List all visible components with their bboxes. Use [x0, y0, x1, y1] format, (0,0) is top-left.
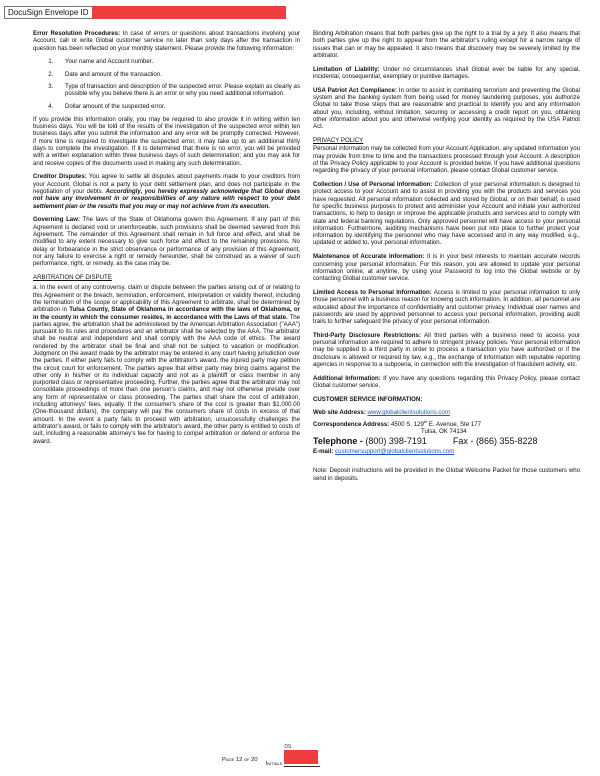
- creditor-disputes-paragraph: [33, 173, 300, 209]
- initials-field: [265, 744, 321, 767]
- liability-heading: Limitation of Liability:: [313, 65, 380, 73]
- telephone-label: Telephone -: [313, 436, 363, 447]
- privacy-text: Personal information may be collected from your Account Application, any updated information you may provide from time to time and the transactions processed through your Account. A description of the Privacy Policy applicable to your Account is provided below. If you have additional questions regarding the privacy of your personal information, please contact Global customer service.: [313, 145, 580, 175]
- phone-line: [313, 436, 580, 447]
- address-label: Correspondence Address:: [313, 420, 390, 428]
- arbitration-text-1: a. In the event of any controversy, claim or dispute between the parties arising out of or relating to this Agreement or the breach, termination, enforcement, interpretation or validity thereof, including the termination of the scope or applicability of this Agreement to arbitrate, shall be determined by arbitration in: [33, 284, 300, 314]
- thirdparty-heading: Third-Party Disclosure Restrictions:: [313, 331, 421, 339]
- error-resolution-paragraph: [33, 30, 300, 52]
- email-link[interactable]: customersupport@globalclientsolutions.com: [335, 448, 455, 456]
- list-item: 3. Type of transaction and description of the suspected error. Please explain as clearly as possible why you believe there is an error or why you need additional information.: [55, 83, 300, 98]
- page-footer: [222, 744, 320, 767]
- arbitration-heading: ARBITRATION OF DISPUTE: [33, 274, 112, 282]
- address-street: 4500 S. 129: [391, 420, 424, 428]
- patriot-text: In order to assist in combating terrorism and preventing the Global system and the banking system from being used for money laundering purposes, you authorize Global to take those steps that are reasonable and practical to identify you and any information about you, including, without limitation, securing or accessing a credit report on you, obtaining other information about you and otherwise verifying your identity as required by the USA Patriot Act.: [313, 86, 580, 131]
- fax-label: Fax -: [452, 436, 474, 447]
- email-label: E-mail:: [313, 448, 334, 456]
- creditor-text: You agree to settle all disputes about payments made to your creditors from your Account. Global is not a party to your debt settlement plan, and does not participate in the negotiation of your debts.: [33, 173, 300, 196]
- fax-value: (866) 355-8228: [475, 436, 538, 447]
- page-number: Page 12 of 20: [222, 756, 258, 763]
- limited-heading: Limited Access to Personal Information:: [313, 288, 432, 296]
- additional-text: If you have any questions regarding this Privacy Policy, please contact Global customer service.: [313, 374, 580, 390]
- initials-redaction: [284, 750, 318, 764]
- address-ordinal: th: [423, 418, 428, 424]
- address-street-rest: E. Avenue, Ste 177: [427, 420, 481, 428]
- list-item: 4. Dollar amount of the suspected error.: [55, 103, 300, 110]
- envelope-label: DocuSign Envelope ID: [4, 6, 92, 19]
- limited-access-paragraph: [313, 289, 580, 325]
- website-link[interactable]: www.globalclientsolutions.com: [367, 409, 450, 417]
- right-column: [313, 30, 580, 489]
- address-city: Tulsa, OK 74134: [421, 427, 467, 435]
- governing-law-paragraph: [33, 216, 300, 267]
- telephone-value: (800) 398-7191: [365, 436, 427, 447]
- additional-info-paragraph: [313, 375, 580, 390]
- third-party-paragraph: [313, 332, 580, 368]
- thirdparty-text: All third parties with a business need to access your personal information are required to adhere to stringent privacy policies. Your personal information may be supplied to a third party in order to process a transaction you have authorized or if the disclosure is allowed or required by law, e.g., the exchange of information with reputable reporting agencies in response to a subpoena, in connection with the investigation of fraudulent activity, etc.: [313, 331, 580, 369]
- address-line: [313, 418, 580, 428]
- left-column: [33, 30, 300, 451]
- website-line: [313, 409, 580, 416]
- creditor-bold: Accordingly, you hereby expressly acknowledge that Global does not have any involvement in or responsibilities of any nature with respect to your debt settlement plan or the results that you may or may not achieve from its execution.: [33, 188, 300, 210]
- collection-paragraph: [313, 181, 580, 247]
- website-label: Web site Address:: [313, 409, 366, 417]
- arbitration-paragraph: [33, 284, 300, 445]
- error-info-list: [33, 58, 300, 109]
- error-followup: If you provide this information orally, you may be required to also provide it in writing within ten business days. You will be told of the results of the investigation of the suspected error within ten business days after you submit the information and any error will be promptly corrected. However, if more time is required to investigate the suspected error, it may take up to an additional thirty days to complete the investigation. If it is determined that there is no error, you will be provided with a written explanation within three business days of such determination; and you may ask for and receive copies of the documents used in making any such determination.: [33, 115, 300, 167]
- governing-heading: Governing Law:: [33, 216, 80, 224]
- governing-text: The laws of the State of Oklahoma govern this Agreement. If any part of this Agreement is declared void or unenforceable, such provisions shall be deemed severed from this Agreement. The remainder of this Agreement shall remain in full force and effect, and shall be modified to any extent necessary to give such force and effect to the remaining provisions. No delay or forbearance in the strict observance or performance of any provision of this Agreement, nor any failure to exercise a right or remedy hereunder, shall be construed as a waiver of such performance, right, or remedy, as the case may be.: [33, 216, 301, 268]
- arbitration-bold: Tulsa County, State of Oklahoma in accordance with the laws of Oklahoma, or in the county in which the consumer resides, in accordance with the Laws of that state.: [33, 306, 300, 321]
- patriot-act-paragraph: [313, 87, 580, 131]
- liability-paragraph: [313, 66, 580, 81]
- initials-label: Initials: [265, 761, 283, 767]
- email-line: [313, 448, 580, 455]
- deposit-note: Note: Deposit instructions will be provided in the Global Welcome Packet for those customers who send in deposits.: [313, 467, 580, 482]
- arbitration-continued: Binding Arbitration means that both parties give up the right to a trial by a jury. It also means that both parties give up the right to appeal from the arbitrator's ruling except for a narrow range of issues that can or may be appealed. It also means that discovery may be severely limited by the arbitrator.: [313, 30, 580, 59]
- ds-label: DS: [284, 744, 292, 750]
- error-heading: Error Resolution Procedures:: [33, 30, 121, 37]
- privacy-heading: PRIVACY POLICY: [313, 137, 364, 145]
- liability-text: Under no circumstances shall Global ever be liable for any special, incidental, consequential, exemplary or punitive damages.: [313, 65, 580, 80]
- list-item: 2. Date and amount of the transaction.: [55, 71, 300, 78]
- limited-text: Access is limited to your personal information to only those personnel with a business reason for knowing such information. In addition, all personnel are educated about the importance of confidentiality and customer privacy. Individual user names and passwords are used by approved personnel to access your personal information, providing audit trails to further safeguard the privacy of your personal information.: [313, 288, 580, 326]
- additional-heading: Additional Information:: [313, 374, 381, 382]
- customer-service-heading: CUSTOMER SERVICE INFORMATION:: [313, 395, 423, 403]
- error-text: In case of errors or questions about transactions involving your Account, call or write Global customer service no later than sixty days after the transaction in question has been reflected on your monthly statement. Please provide the following information:: [33, 30, 300, 52]
- arbitration-text-2: The parties agree, the arbitration shall be administered by the American Arbitration Association ("AAA") pursuant to its rules and procedures and an arbitrator shall be selected by the AAA. The arbitrator shall be neutral and independent and shall comply with the AAA code of ethics. The award rendered by the arbitrator shall be final and shall not be subject to vacation or modification. Judgment on the award made by the arbitrator may be entered in any court having jurisdiction over the parties. If either party fails to comply with the arbitrator's award, the injured party may petition the circuit court for enforcement. The parties agree that either party may bring claims against the other only in his/her or its individual capacity and not as a plaintiff or class member in any purported class or representative proceeding. Further, the parties agree that the arbitrator may not consolidate proceedings of more than one person's claims, and may not otherwise preside over any form of representative or class proceeding. The parties shall share the cost of arbitration, including attorneys' fees, equally. If the consumer's share of the cost is greater than $1,000.00 (One-thousand dollars), the company will pay the consumers share of costs in excess of that amount. In the event a party fails to proceed with arbitration, unsuccessfully challenges the arbitrator's award, or fails to comply with the arbitrator's award, the other party is entitled to costs of suit, including a reasonable attorney's fee for having to compel arbitration or defend or enforce the award.: [33, 313, 300, 445]
- maintenance-paragraph: [313, 253, 580, 282]
- collection-text: Collection of your personal information is designed to protect access to your Account and to assist in providing you with the products and services you have requested. All personal information collected and stored by Global, or on their behalf, is used for specific business purposes to protect and administer your Account and initiate your authorized transactions, to help to design or improve the applicable products and services and to comply with state and federal banking regulations. Only approved personnel will have access to your personal information. Furthermore, auditing mechanisms have been put into place to further protect your information by identifying the personnel who may have accessed and in any way modified, e.g., updated or added to, your personal information.: [313, 181, 580, 247]
- collection-heading: Collection / Use of Personal Information:: [313, 181, 433, 189]
- initials-box[interactable]: [284, 744, 320, 767]
- maintenance-text: It is in your best interests to maintain accurate records concerning your personal information. For this reason, you are allowed to update your personal information online, at anytime, by using your Password to log into the Global website or by contacting Global customer service.: [313, 253, 581, 283]
- creditor-heading: Creditor Disputes:: [33, 173, 87, 181]
- patriot-heading: USA Patriot Act Compliance:: [313, 86, 397, 94]
- maintenance-heading: Maintenance of Accurate Information:: [313, 253, 425, 261]
- envelope-id-redaction: [92, 6, 286, 19]
- envelope-id: [4, 5, 286, 19]
- list-item: 1. Your name and Account number.: [55, 58, 300, 65]
